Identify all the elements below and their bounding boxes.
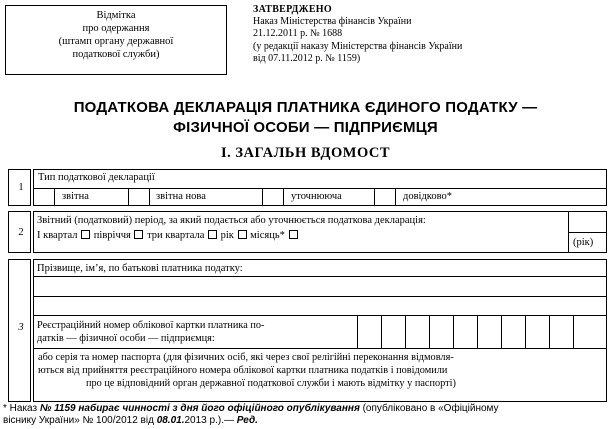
period-month-checkbox[interactable] [289, 230, 298, 239]
reporting-period-section [33, 211, 607, 253]
period-quarter-label: І квартал [37, 230, 78, 241]
declaration-title-line-2: ФІЗИЧНОЇ ОСОБИ — ПІДПРИЄМЦЯ [173, 119, 438, 136]
stamp-line-1: Відмітка [96, 10, 136, 21]
period-half-year-checkbox[interactable] [134, 230, 143, 239]
approval-block [253, 4, 462, 65]
receipt-stamp-box [5, 5, 227, 75]
row-1-number: 1 [18, 182, 24, 193]
taxpayer-name-label: Прізвище, ім’я, по батькові платника податку: [37, 263, 243, 274]
period-year-label: рік [220, 230, 234, 241]
registration-digit-3[interactable] [405, 315, 430, 349]
period-year-caption: (рік) [573, 237, 594, 248]
row-2-number: 2 [18, 227, 24, 238]
period-year-input[interactable] [568, 211, 607, 233]
footnote-line2b: 2013 р.).— [184, 415, 237, 426]
registration-digit-6[interactable] [477, 315, 502, 349]
registration-digit-5[interactable] [453, 315, 478, 349]
period-half-year-label: півріччя [93, 230, 131, 241]
passport-note-line-3: про це відповідний орган державної податкової служби і мають відмітку у паспорті) [86, 378, 456, 389]
stamp-line-2: про одержання [82, 23, 150, 34]
registration-number-label-2: датків — фізичної особи — підприємця: [37, 333, 215, 344]
taxpayer-name-input-1[interactable] [33, 276, 607, 297]
row-2-number-cell [8, 211, 31, 253]
type-clarifying-checkbox[interactable] [262, 188, 284, 206]
footnote-line2a: віснику України» № 100/2012 від [3, 415, 157, 426]
passport-note-line-1: або серія та номер паспорта (для фізичних осіб, які через свої релігійні переконання відмовля- [38, 352, 454, 363]
period-three-quarters-label: три квартала [147, 230, 205, 241]
period-year-checkbox[interactable] [238, 230, 247, 239]
registration-digit-4[interactable] [429, 315, 454, 349]
footnote [3, 403, 608, 427]
type-reference-checkbox[interactable] [374, 188, 396, 206]
passport-note-line-2: ються від прийняття реєстраційного номера облікової картки платника податків і повідомили [38, 365, 448, 376]
approval-line-2: 21.12.2011 р. № 1688 [253, 28, 343, 40]
period-quarter-checkbox[interactable] [81, 230, 90, 239]
type-new-regular-checkbox[interactable] [128, 188, 150, 206]
footnote-bold-ed: Ред. [236, 415, 258, 426]
registration-digit-9[interactable] [549, 315, 574, 349]
declaration-type-label: Тип податкової декларації [38, 172, 155, 183]
registration-number-label-1: Реєстраційний номер облікової картки платника по- [37, 320, 265, 331]
footnote-bold-order: № 1159 набирає чинності з дня його офіційного опублікування [39, 403, 360, 414]
approval-line-4: від 07.11.2012 р. № 1159) [253, 52, 361, 64]
reporting-period-label: Звітний (податковий) період, за який подається або уточнюється податкова декларація: [37, 215, 426, 226]
period-options [37, 230, 299, 241]
row-1-divider [33, 188, 607, 189]
registration-digit-10[interactable] [573, 315, 607, 349]
footnote-bold-date: 08.01. [156, 415, 185, 426]
row-1-number-cell [8, 169, 31, 206]
type-regular-checkbox[interactable] [33, 188, 55, 206]
type-clarifying-label: уточнююча [291, 191, 342, 202]
registration-digit-2[interactable] [381, 315, 406, 349]
type-new-regular-label: звітна нова [156, 191, 206, 202]
footnote-mid: (опубліковано в «Офіційному [359, 403, 499, 414]
declaration-title-line-1: ПОДАТКОВА ДЕКЛАРАЦІЯ ПЛАТНИКА ЄДИНОГО ПОДАТКУ — [73, 99, 538, 116]
registration-digit-1[interactable] [357, 315, 382, 349]
approval-line-1: Наказ Міністерства фінансів України [253, 16, 412, 28]
taxpayer-name-input-2[interactable] [33, 296, 607, 316]
period-year-caption-cell [568, 232, 607, 253]
stamp-line-4: податкової служби) [72, 49, 160, 60]
period-month-label: місяць* [250, 230, 285, 241]
registration-digit-8[interactable] [525, 315, 550, 349]
footnote-star: * Наказ [3, 403, 40, 414]
registration-digit-7[interactable] [501, 315, 526, 349]
approval-line-3: (у редакції наказу Міністерства фінансів України [253, 40, 463, 52]
period-three-quarters-checkbox[interactable] [208, 230, 217, 239]
row-3-number: 3 [18, 322, 24, 333]
row-3-divider [33, 348, 607, 349]
type-regular-label: звітна [62, 191, 89, 202]
type-reference-label: довідково* [403, 191, 453, 202]
row-3-number-cell [8, 259, 31, 402]
approval-heading: ЗАТВЕРДЖЕНО [253, 4, 332, 15]
section-title: І. ЗАГАЛЬН ВДОМОСТ [220, 145, 391, 161]
stamp-line-3: (штамп органу державної [58, 36, 174, 47]
